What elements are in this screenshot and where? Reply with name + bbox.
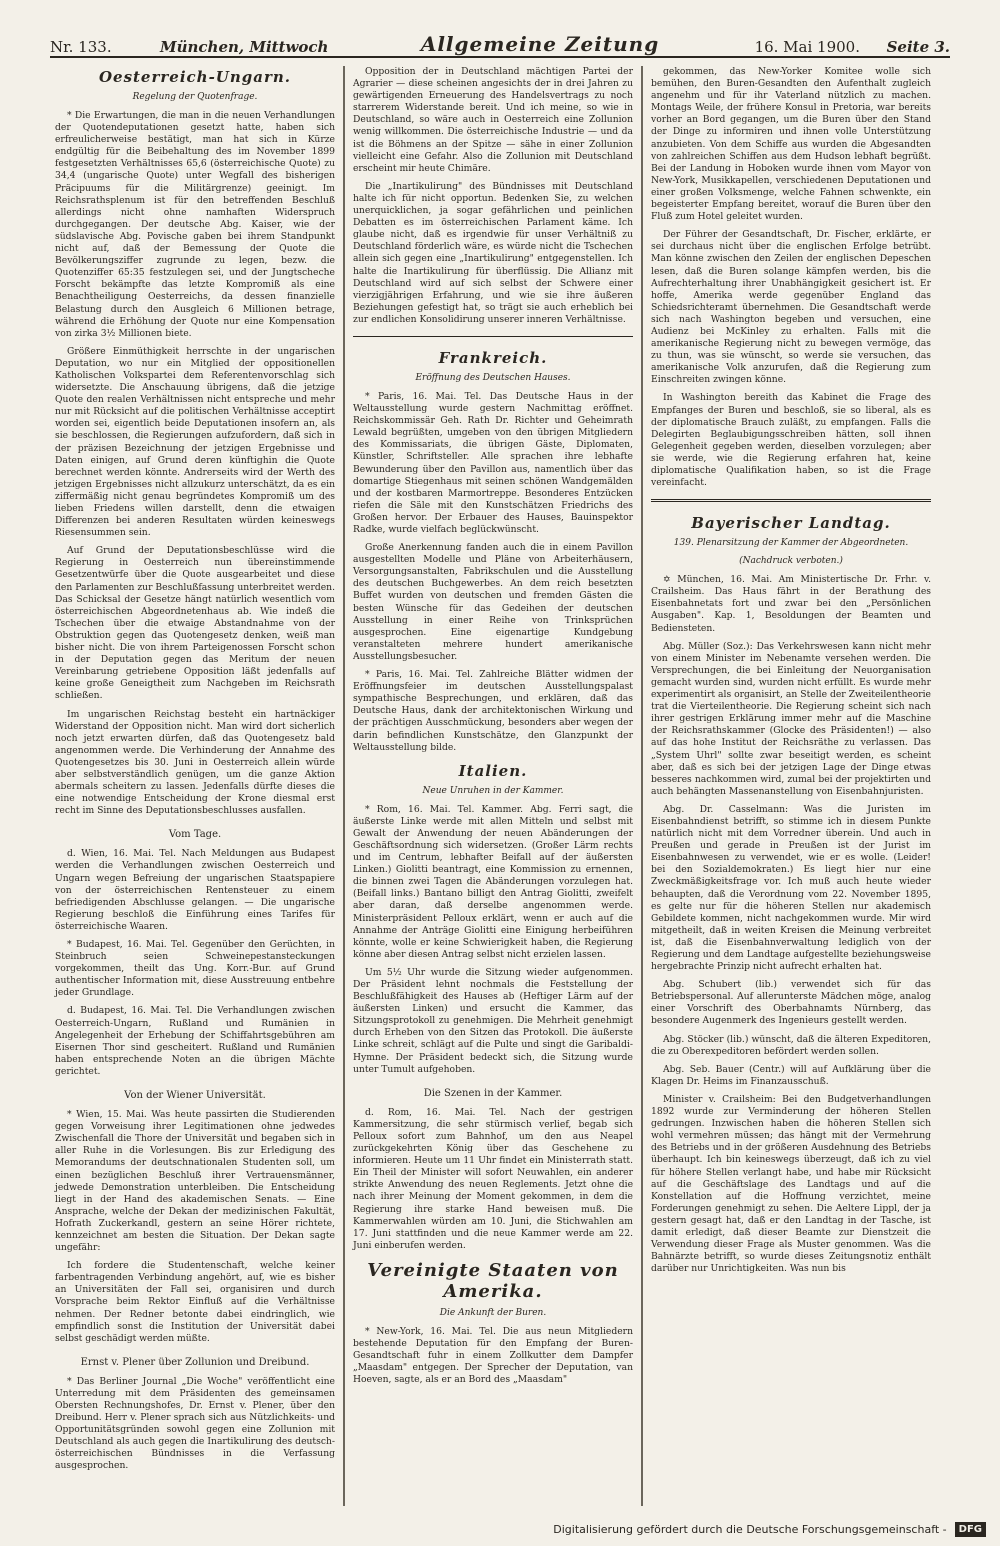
dfg-logo: DFG: [955, 1522, 986, 1537]
section-heading: Oesterreich-Ungarn.: [98, 68, 292, 86]
column-divider: [343, 66, 345, 1506]
article-paragraph: * Rom, 16. Mai. Tel. Kammer. Abg. Ferri sagt, die äußerste Linke werde mit allen Mitteln und selbst mit Gewalt der Anwendung der neuen Abänderungen der Geschäftsordnung sich widersetzen. (Großer Lärm rechts und im Centrum, lebhafter Beifall auf der äußersten Linken.) Giolitti beantragt, eine Kommission zu ernennen, die binnen zwei Tagen die Abänderungen vorzulegen hat. (Beifall links.) Bantano billigt den Antrag Giolitti, zweifelt aber daran, daß derselbe angenommen werde. Ministerpräsident Pelloux erklärt, wenn er auch auf die Annahme der Anträge Giolitti eine Einigung herbeiführen könnte, wolle er keine Schwierigkeit haben, die Regierung könne aber diesen Antrag selbst nicht erzielen lassen.: [353, 803, 633, 960]
article-paragraph: Auf Grund der Deputationsbeschlüsse wird die Regierung in Oesterreich nun übereinstimmende Gesetzentwürfe über die Quote ausgearbeitet und diese den Parlamenten zur Beschlußfassung unterbreitet werden. Das Schicksal der Gesetze hängt natürlich wesentlich vom österreichischen Abgeordnetenhaus ab. Wie indeß die Tschechen über die etwaige Abstandnahme von der Obstruktion gegen das Quotengesetz denken, weiß man bisher nicht. Die von ihrem Parteigenossen Forscht schon in der Deputation gegen das Meritum der neuen Vereinbarung getriebene Opposition läßt jedenfalls auf keine große Geneigtheit zum Nachgeben im Reichsrath schließen.: [55, 545, 335, 702]
issue-date: 16. Mai 1900.: [754, 38, 860, 56]
page-number: Seite 3.: [886, 38, 950, 56]
section-heading: Frankreich.: [438, 348, 548, 367]
column-divider: [641, 66, 643, 1506]
article-paragraph: gekommen, das New-Yorker Komitee wolle sich bemühen, den Buren-Gesandten den Aufenthalt zugleich angenehm und für ihr Vaterland nützlich zu machen. Montags Weile, der frühere Konsul in Pretoria, war bereits vorher an Bord gegangen, um die Buren über den Stand der Dinge zu informiren und ihnen volle Unterstützung anzubieten. Von dem Schiffe aus wurden die Abgesandten von zahlreichen Schiffen aus dem Hudson lebhaft begrüßt. Bei der Landung in Hoboken wurde ihnen vom Mayor von New-York, Musikkapellen, verschiedenen Deputationen und einer großen Volksmenge, welche Fahnen schwenkte, ein begeisterter Empfang bereitet, worauf die Buren über den Fluß zum Hotel geleitet wurden.: [651, 66, 931, 223]
column-2: [348, 66, 638, 1506]
article-paragraph: Die „Inartikulirung" des Bündnisses mit Deutschland halte ich für nicht opportun. Bedenken Sie, zu welchen unerquicklichen, ja sogar gefährlichen und peinlichen Debatten es im österreichischen Parlament käme. Ich glaube nicht, daß es irgendwie für unser Verhältniß zu Deutschland förderlich wäre, es würde nicht die Tschechen allein sich gegen eine „Inartikulirung" entgegenstellen. Ich halte die Inartikulirung für überflüssig. Die Allianz mit Deutschland wird auf sich selbst der Schwere einer vierzigjährigen Erfahrung, und wie sie ihre äußeren Beziehungen gefestigt hat, so trägt sie auch erheblich bei zur endlichen Konsolidirung unserer inneren Verhältnisse.: [353, 180, 633, 325]
article-paragraph: In Washington bereith das Kabinet die Frage des Empfanges der Buren und beschloß, sie so liberal, als es der diplomatische Brauch zuläßt, zu empfangen. Falls die Delegirten Beglaubigungsschreiben hätten, soll ihnen Gelegenheit gegeben werden, dieselben vorzulegen; aber sie werde, wie die Regierung erfahren hat, keine diplomatische Qualifikation haben, so ist die Frage vereinfacht.: [651, 392, 931, 489]
article-paragraph: * Das Berliner Journal „Die Woche" veröffentlicht eine Unterredung mit dem Präsidenten des gemeinsamen Obersten Rechnungshofes, Dr. Ernst v. Plener, über den Dreibund. Herr v. Plener sprach sich aus Nützlichkeits- und Opportunitätsgründen sowohl gegen eine Zollunion mit Deutschland als auch gegen die Inartikulirung des deutsch-österreichischen Bündnisses in die Verfassung ausgesprochen.: [55, 1375, 335, 1472]
columns: [50, 66, 950, 1506]
article-subheading: Die Ankunft der Buren.: [439, 1307, 547, 1318]
place-day: München, Mittwoch: [160, 38, 329, 56]
subsection-heading: Ernst v. Plener über Zollunion und Dreibund.: [80, 1356, 310, 1368]
article-paragraph: * New-York, 16. Mai. Tel. Die aus neun Mitgliedern bestehende Deputation für den Empfang der Buren-Gesandtschaft fuhr in einem Zollkutter dem Dampfer „Maasdam" entgegen. Der Sprecher der Deputation, van Hoeven, sagte, als er an Bord des „Maasdam": [353, 1325, 633, 1386]
article-paragraph: * Die Erwartungen, die man in die neuen Verhandlungen der Quotendeputationen gesetzt hatte, haben sich erfreulicherweise bestätigt, man hat sich in Kürze endgültig für die Beibehaltung des im November 1899 festgesetzten Verhältnisses 65,6 (österreichische Quote) zu 34,4 (ungarische Quote) unter Wegfall des bisherigen Präcipuums für die Militärgrenze) geeinigt. Im Reichsrathsplenum ist für den betreffenden Beschluß allerdings nicht ohne namhaften Widerspruch durchgegangen. Der deutsche Abg. Kaiser, wie der südslavische Abg. Povische gaben bei ihrem Standpunkt nicht auf, daß der Bemessung der Quote die Bevölkerungsziffer zugrunde zu legen, bezw. die Quotenziffer 65:35 festzulegen sei, und der Jungtschechе Forscht bekämpfte das letzte Kompromiß als eine Benachtheiligung Oesterreichs, da dessen finanzielle Belastung durch den Ausgleich 6 Millionen betrage, während die Erhöhung der Quote nur eine Kompensation von zirka 3½ Millionen biete.: [55, 110, 335, 339]
article-paragraph: Größere Einmüthigkeit herrschte in der ungarischen Deputation, wo nur ein Mitglied der oppositionellen Katholischen Volkspartei dem Referentenvorschlag sich widersetzte. Die Anschauung übrigens, daß die jetzige Quote den realen Verhältnissen nicht entspreche und mehr nur mit Rücksicht auf die politischen Verhältnisse acceptirt worden sei, eigentlich beide Deputationen insofern an, als sie beschlossen, die Regierungen aufzufordern, daß sich in der präzisen Bezeichnung der jetzigen Ergebnisse und Daten einigen, auf Grund deren künftighin die Quote berechnet werden könnte. Andrerseits wird der Werth des jetzigen Ergebnisses nicht allzukurz unterschätzt, da es ein ziffermäßig nicht genau begründetes Kompromiß um des lieben Friedens willen darstellt, denn die etwaigen Differenzen bei anderen Resultaten würden keineswegs Riesensummen sein.: [55, 345, 335, 539]
article-subheading: Neue Unruhen in der Kammer.: [422, 785, 564, 796]
subsection-heading: Von der Wiener Universität.: [124, 1090, 266, 1102]
subsection-heading: Vom Tage.: [168, 829, 222, 841]
column-3: [646, 66, 936, 1506]
article-paragraph: Um 5½ Uhr wurde die Sitzung wieder aufgenommen. Der Präsident lehnt nochmals die Feststellung der Beschlußfähigkeit des Hauses ab (Heftiger Lärm auf der äußersten Linken) und ersucht die Kammer, das Sitzungsprotokoll zu genehmigen. Die Mehrheit genehmigt durch Erheben von den Sitzen das Protokoll. Die äußerste Linke schreit, schlägt auf die Pulte und singt die Garibaldi-Hymne. Der Präsident bedeckt sich, die Sitzung wurde unter Tumult aufgehoben.: [353, 966, 633, 1075]
article-paragraph: Abg. Schubert (lib.) verwendet sich für das Betriebspersonal. Auf allerunterste Mädchen möge, analog einer Vorschrift des Oberbahnamts Nürnberg, das besondere Augenmerk des Ingenieurs gestellt werden.: [651, 979, 931, 1027]
reprint-notice: (Nachdruck verboten.): [739, 556, 843, 567]
article-paragraph: Im ungarischen Reichstag besteht ein hartnäckiger Widerstand der Opposition nicht. Man wird dort sicherlich noch jetzt erwarten dürfen, daß das Quotengesetz bald angenommen werde. Die Verhinderung der Annahme des Quotengesetzes bis 30. Juni in Oesterreich allein würde aber selbstverständlich genügen, um die ganze Aktion abermals scheitern zu lassen. Jedenfalls dürfte dieses die eine notwendige Entscheidung der Krone diesmal erst recht im Sinne des Deputationsbeschlusses ausfallen.: [55, 708, 335, 817]
article-paragraph: d. Rom, 16. Mai. Tel. Nach der gestrigen Kammersitzung, die sehr stürmisch verlief, begab sich Pelloux sofort zum Bahnhof, um den aus Neapel zurückgekehrten König über das Geschehene zu informieren. Heute um 11 Uhr findet ein Ministerrath statt. Ein Theil der Minister will sofort Neuwahlen, ein anderer strikte Anwendung des neuen Reglements. Jetzt ohne die nach ihrer Meinung der Moment gekommen, in dem die Regierung ihre starke Hand beweisen muß. Die Kammerwahlen würden am 10. Juni, die Stichwahlen am 17. Juni stattfinden und die neue Kammer werde am 22. Juni einberufen werden.: [353, 1106, 633, 1251]
column-1: [50, 66, 340, 1506]
newspaper-title: Allgemeine Zeitung: [420, 32, 660, 56]
article-paragraph: * Paris, 16. Mai. Tel. Das Deutsche Haus in der Weltausstellung wurde gestern Nachmittag eröffnet. Reichskommissär Geh. Rath Dr. Richter und Geheimrath Lewald begrüßten, umgeben von den übrigen Mitgliedern des Kommissariats, die übrigen Gäste, Diplomaten, Künstler, Schriftsteller. Alle sprachen ihre lebhafte Bewunderung über den Pavillon aus, namentlich über das domartige Stiegenhaus mit seinen schönen Wandgemälden und der kostbaren Marmortreppe. Besonderes Entzücken riefen die Säle mit den Kunstschätzen Friedrichs des Großen hervor. Der Erbauer des Hauses, Bauinspektor Radke, wurde vielfach beglückwünscht.: [353, 390, 633, 535]
issue-number: Nr. 133.: [50, 38, 112, 56]
article-subheading: Eröffnung des Deutschen Hauses.: [415, 372, 571, 383]
newspaper-page: [50, 22, 950, 1522]
article-paragraph: Abg. Dr. Casselmann: Was die Juristen im Eisenbahndienst betrifft, so stimme ich in diesem Punkte natürlich nicht mit dem Vorredner überein. Und auch in Preußen und gerade in Preußen ist der Jurist im Eisenbahnwesen zu verwendet, wie er es wolle. (Leider! bei den Sozialdemokraten.) Es liegt hier nur eine Zweckmäßigkeitsfrage vor. Ich muß auch heute wieder behaupten, daß die Verordnung vom 22. November 1895, es gelte nur für die höheren Stellen nur akademisch Gebildete kommen, nicht nachgekommen wurde. Mir wird mitgetheilt, daß in weiten Kreisen die Meinung verbreitet ist, daß die Eisenbahnverwaltung lediglich von der Regierung und dem Landtage aufgestellte beziehungsweise hergebrachte Prinzip nicht aufrecht erhalten hat.: [651, 803, 931, 973]
article-subheading: Regelung der Quotenfrage.: [132, 92, 258, 102]
section-heading: Italien.: [458, 761, 528, 780]
article-paragraph: ✡ München, 16. Mai. Am Ministertische Dr. Frhr. v. Crailsheim. Das Haus fährt in der Berathung des Eisenbahnetats fort und zwar bei den „Persönlichen Ausgaben". Kap. 1, Besoldungen der Beamten und Bediensteten.: [651, 574, 931, 634]
article-paragraph: Opposition der in Deutschland mächtigen Partei der Agrarier — diese scheinen angesichts der in drei Jahren zu gewärtigenden Erneuerung des Handelsvertrags zu noch starrerem Widerstande bereit. Und ich meine, so wie in Deutschland, so wäre auch in Oesterreich eine Zollunion wenig willkommen. Die österreichische Industrie — und da ist die Böhmens an der Spitze — sähe in einer Zollunion vielleicht eine Gefahr. Also die Zollunion mit Deutschland erscheint mir heute Chimäre.: [353, 66, 633, 174]
subsection-heading: Die Szenen in der Kammer.: [423, 1087, 563, 1099]
article-paragraph: Abg. Müller (Soz.): Das Verkehrswesen kann nicht mehr von einem Minister im Nebenamte versehen werden. Die Versprechungen, die bei Einleitung der Neuorganisation gemacht wurden sind, wurden nicht erfüllt. Es wurde mehr experimentirt als organisirt, an Stelle der Zweiteilentheorie trat die Vierteilentheorie. Die Regierung scheint sich nach ihrer gestrigen Erklärung immer mehr auf die Maschine der Reichsrathskammer (Glocke des Präsidenten!) — also auf das hohe Institut der Reichsräthe zu verlassen. Das „System Uhrl" sollte zwar beseitigt werden, es scheint aber, daß es sich bei der jetzigen Lage der Dinge etwas besseres nachkommen wird, zumal bei der projektirten und auch behängten Massenanstellung von Eisenbahnjuristen.: [651, 640, 931, 797]
section-divider: [651, 499, 931, 502]
article-subheading: 139. Plenarsitzung der Kammer der Abgeordneten.: [673, 538, 909, 549]
article-paragraph: Große Anerkennung fanden auch die in einem Pavillon ausgestellten Modelle und Pläne von Arbeiterhäusern, Versorgungsanstalten, Fabrikschulen und die Ausstellung des deutschen Buchgewerbes. An dem reich besetzten Buffet wurden von deutschen und fremden Gästen die besten Wünsche für das Gedeihen der deutschen Ausstellung in einer Reihe von Trinksprüchen ausgesprochen. Eine eigenartige Kundgebung veranstalteten mehrere hundert amerikanische Ausstellungsbesucher.: [353, 542, 633, 662]
article-paragraph: * Wien, 15. Mai. Was heute passirten die Studierenden gegen Vorweisung ihrer Legitimationen ohne jedwedes Zwischenfall die Thore der Universität und begaben sich in aller Ruhe in die Vorlesungen. Bis zur Erledigung des Memorandums der deutschnationalen Studenten soll, um einen bezüglichen Beschluß ihrer Vertrauensmänner, jedwede Demonstration unterbleiben. Die Entscheidung liegt in der Hand des akademischen Senats. — Eine Ansprache, welche der Dekan der medizinischen Fakultät, Hofrath Zuckerkandl, gestern an seine Hörer richtete, kennzeichnet am besten die Situation. Der Dekan sagte ungefähr:: [55, 1109, 335, 1254]
section-heading: Bayerischer Landtag.: [691, 514, 891, 533]
masthead: [50, 22, 950, 58]
article-paragraph: Minister v. Crailsheim: Bei den Budgetverhandlungen 1892 wurde zur Verminderung der höheren Stellen gedrungen. Inzwischen haben die höheren Stellen sich wohl vermehren müssen; das hängt mit der Vermehrung des Betriebs und in der größeren Ausdehnung des Betriebs überhaupt. Ich bin keineswegs überzeugt, daß ich zu viel für höhere Stellen verlangt habe, und habe mir Rücksicht auf die Geschäftslage des Landtags und auf die Konstellation auf die Hoffnung verzichtet, meine Forderungen genehmigt zu sehen. Die Aeltere Lippl, der ja gestern gesagt hat, daß er den Landtag in der Tasche, ist damit erledigt, daß dieser Beamte zur Dienstzeit die Verwendung dieser Frage als Muster genommen. Was die Bahnärzte betrifft, so wurde dieses Zeitungsnotiz enthält darüber nur Unrichtigkeiten. Was nun bis: [651, 1093, 931, 1275]
article-paragraph: Der Führer der Gesandtschaft, Dr. Fischer, erklärte, er sei durchaus nicht über die englischen Erfolge betrübt. Man könne zwischen den Zeilen der englischen Depeschen lesen, daß die Buren solange kämpfen werden, bis die Aufrechterhaltung ihrer Unabhängigkeit gesichert ist. Er hoffe, Amerika werde gegenüber England das Schiedsrichteramt übernehmen. Die Gesandtschaft werde sich nach Washington begeben und versuchen, eine Audienz bei McKinley zu erhalten. Falls mit die amerikanische Regierung nicht zu bewegen vermöge, das zu thun, was sie wünscht, so werde sie versuchen, das amerikanische Volk anzurufen, daß die Regierung zum Einschreiten zwingen könne.: [651, 229, 931, 386]
footer: [0, 1512, 1000, 1546]
article-paragraph: d. Budapest, 16. Mai. Tel. Die Verhandlungen zwischen Oesterreich-Ungarn, Rußland und Rumänien in Angelegenheit der Erhebung der Schiffahrtsgebühren am Eisernen Thor sind gescheitert. Rußland und Rumänien haben entsprechende Noten an die übrigen Mächte gerichtet.: [55, 1005, 335, 1077]
article-paragraph: Abg. Stöcker (lib.) wünscht, daß die älteren Expeditoren, die zu Oberexpeditoren befördert werden sollen.: [651, 1033, 931, 1057]
article-paragraph: Abg. Seb. Bauer (Centr.) will auf Aufklärung über die Klagen Dr. Heims im Finanzausschuß.: [651, 1063, 931, 1087]
article-paragraph: * Paris, 16. Mai. Tel. Zahlreiche Blätter widmen der Eröffnungsfeier im deutschen Ausstellungspalast sympathische Besprechungen, und erklären, daß das Deutsche Haus, dank der architektonischen Wirkung und der prächtigen Ausschmückung, besonders aber wegen der darin befindlichen Kunstschätze, den Glanzpunkt der Weltausstellung bilde.: [353, 669, 633, 753]
section-heading: Vereinigte Staaten von Amerika.: [367, 1259, 619, 1302]
article-paragraph: Ich fordere die Studentenschaft, welche keiner farbentragenden Verbindung angehört, auf, wie es bisher an Universitäten der Fall sei, organisiren und durch Vorsprache beim Rektor Einfluß auf die Verhältnisse nehmen. Der Redner betonte dabei eindringlich, wie empfindlich sonst die Institution der Universität dabei selbst geschädigt werden müßte.: [55, 1260, 335, 1344]
article-paragraph: d. Wien, 16. Mai. Tel. Nach Meldungen aus Budapest werden die Verhandlungen zwischen Oesterreich und Ungarn wegen Befreiung der ungarischen Staatspapiere von der österreichischen Rentensteuer zu einem befriedigenden Abschlusse gelangen. — Die ungarische Regierung beschloß die Einführung eines Tarifes für österreichische Waaren.: [55, 848, 335, 932]
funding-notice: Digitalisierung gefördert durch die Deutsche Forschungsgemeinschaft -: [553, 1522, 947, 1536]
section-divider: [353, 336, 633, 337]
article-paragraph: * Budapest, 16. Mai. Tel. Gegenüber den Gerüchten, in Steinbruch seien Schweinepestansteckungen vorgekommen, theilt das Ung. Korr.-Bur. auf Grund authentischer Information mit, diese Ausstreuung entbehre jeder Grundlage.: [55, 939, 335, 999]
